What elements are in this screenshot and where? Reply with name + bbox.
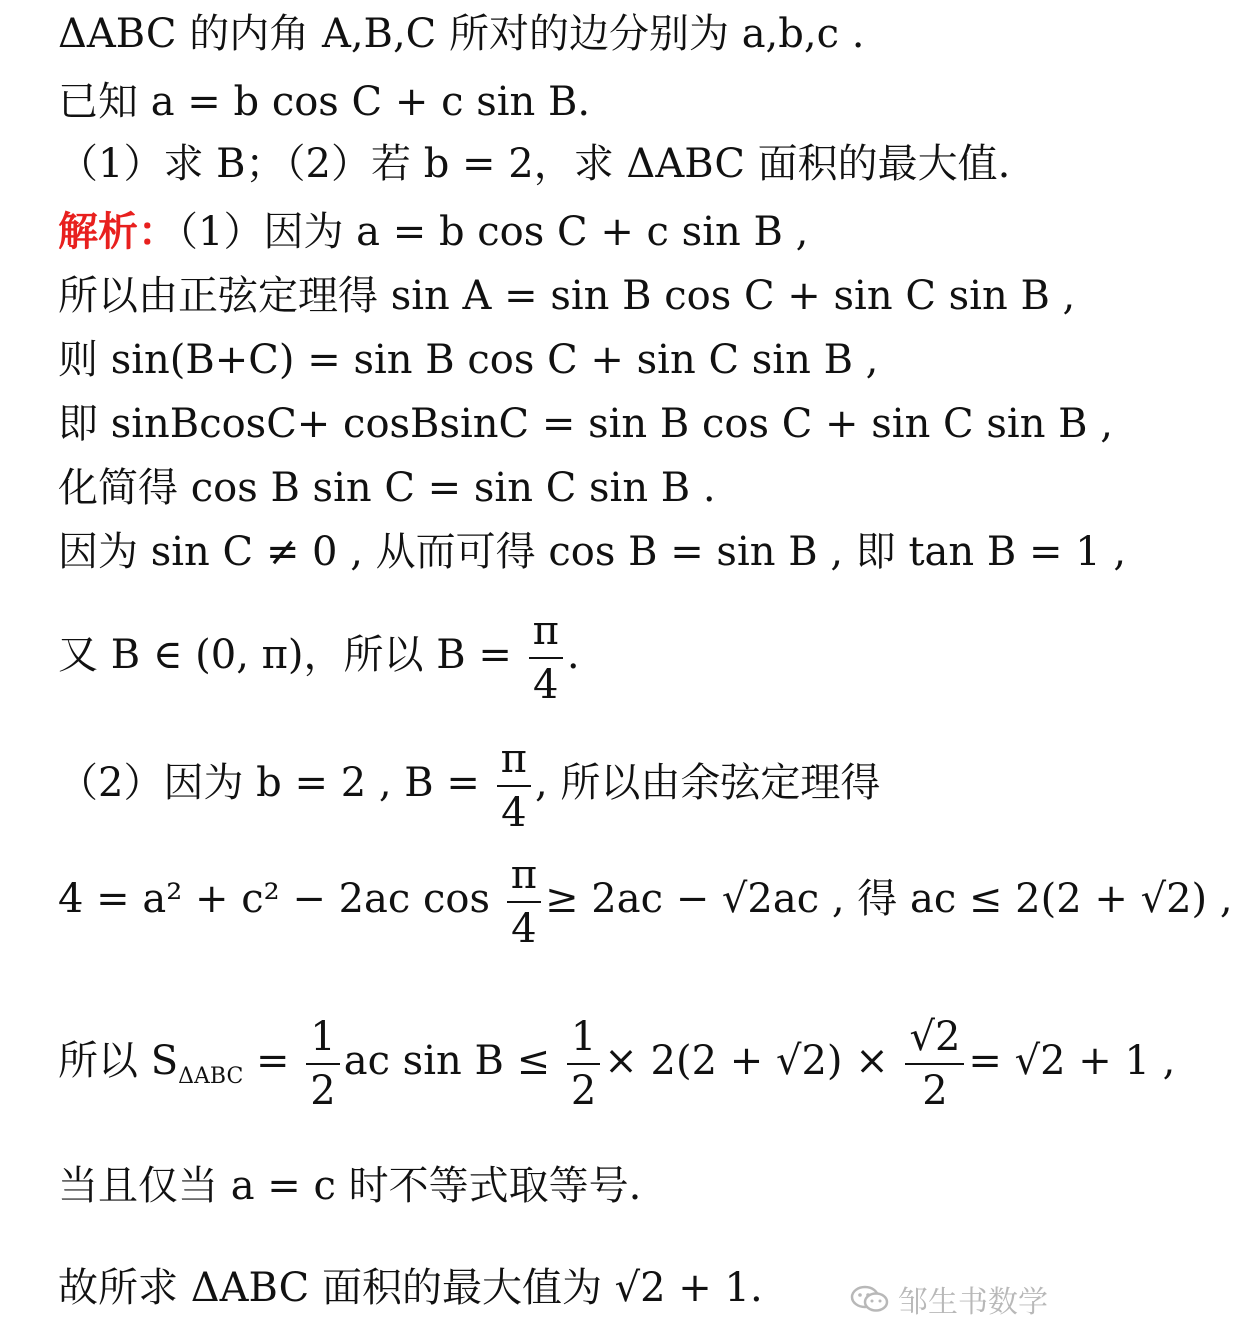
fraction-root2-over-2 [905,1011,964,1117]
subscript: ΔABC [178,1064,244,1089]
fraction-denominator: 2 [922,1068,948,1114]
fraction-numerator: π [497,733,531,787]
fraction-numerator: 1 [567,1011,600,1065]
math-text: . [566,632,580,678]
solution-line-15: 故所求 ΔABC 面积的最大值为 √2 + 1. [58,1265,763,1311]
solution-text: （1）因为 a = b cos C + c sin B , [178,209,809,255]
math-text: = √2 + 1 , [968,1038,1176,1084]
math-text: , 所以由余弦定理得 [534,760,881,806]
fraction-numerator: π [507,849,541,903]
fraction-numerator: 1 [306,1011,339,1065]
fraction-denominator: 4 [501,790,527,836]
solution-label: 解析： [58,208,178,255]
solution-line-9: 因为 sin C ≠ 0 , 从而可得 cos B = sin B , 即 tan B = 1 , [58,529,1127,575]
math-text: 又 B ∈ (0, π)，所以 B = [58,632,512,678]
fraction-denominator: 2 [570,1068,597,1114]
solution-line-10 [58,602,1060,711]
solution-line-13 [58,1008,1176,1130]
math-text: = [243,1038,290,1084]
watermark [850,1277,1048,1321]
fraction-one-half [567,1011,600,1117]
problem-line-2: 已知 a = b cos C + c sin B. [58,79,591,125]
solution-line-5: 所以由正弦定理得 sin A = sin B cos C + sin C sin B , [58,273,1076,319]
fraction-denominator: 4 [533,662,559,708]
math-text: ac sin B ≤ [343,1038,551,1084]
solution-line-11 [58,730,1060,839]
fraction-numerator: π [529,605,563,659]
math-text: （2）因为 b = 2 , B = [58,760,480,806]
math-text: × 2(2 + √2) × [604,1038,889,1084]
fraction-numerator: √2 [905,1011,964,1065]
fraction-pi-over-4 [529,605,563,711]
math-text: ≥ 2ac − √2ac , 得 ac ≤ 2(2 + √2) , [545,876,1233,922]
fraction-denominator: 2 [310,1068,336,1114]
problem-line-3: （1）求 B；（2）若 b = 2，求 ΔABC 面积的最大值. [58,141,1011,187]
watermark-text: 邹生书数学 [898,1285,1048,1320]
wechat-icon [850,1284,890,1314]
math-text: 所以 S [58,1038,179,1084]
solution-line-8: 化简得 cos B sin C = sin C sin B . [58,465,716,511]
solution-line-12 [58,846,1233,955]
solution-line-7: 即 sinBcosC+ cosBsinC = sin B cos C + sin C sin B , [58,401,1113,447]
fraction-pi-over-4 [507,849,541,955]
fraction-denominator: 4 [511,906,537,952]
fraction-one-half [306,1011,339,1117]
problem-line-1: ΔABC 的内角 A,B,C 所对的边分别为 a,b,c . [58,11,865,57]
math-text: 4 = a² + c² − 2ac cos [58,876,491,922]
solution-line-6: 则 sin(B+C) = sin B cos C + sin C sin B , [58,337,879,383]
solution-line-4 [58,208,1060,256]
fraction-pi-over-4 [497,733,531,839]
solution-line-14: 当且仅当 a = c 时不等式取等号. [58,1163,642,1209]
